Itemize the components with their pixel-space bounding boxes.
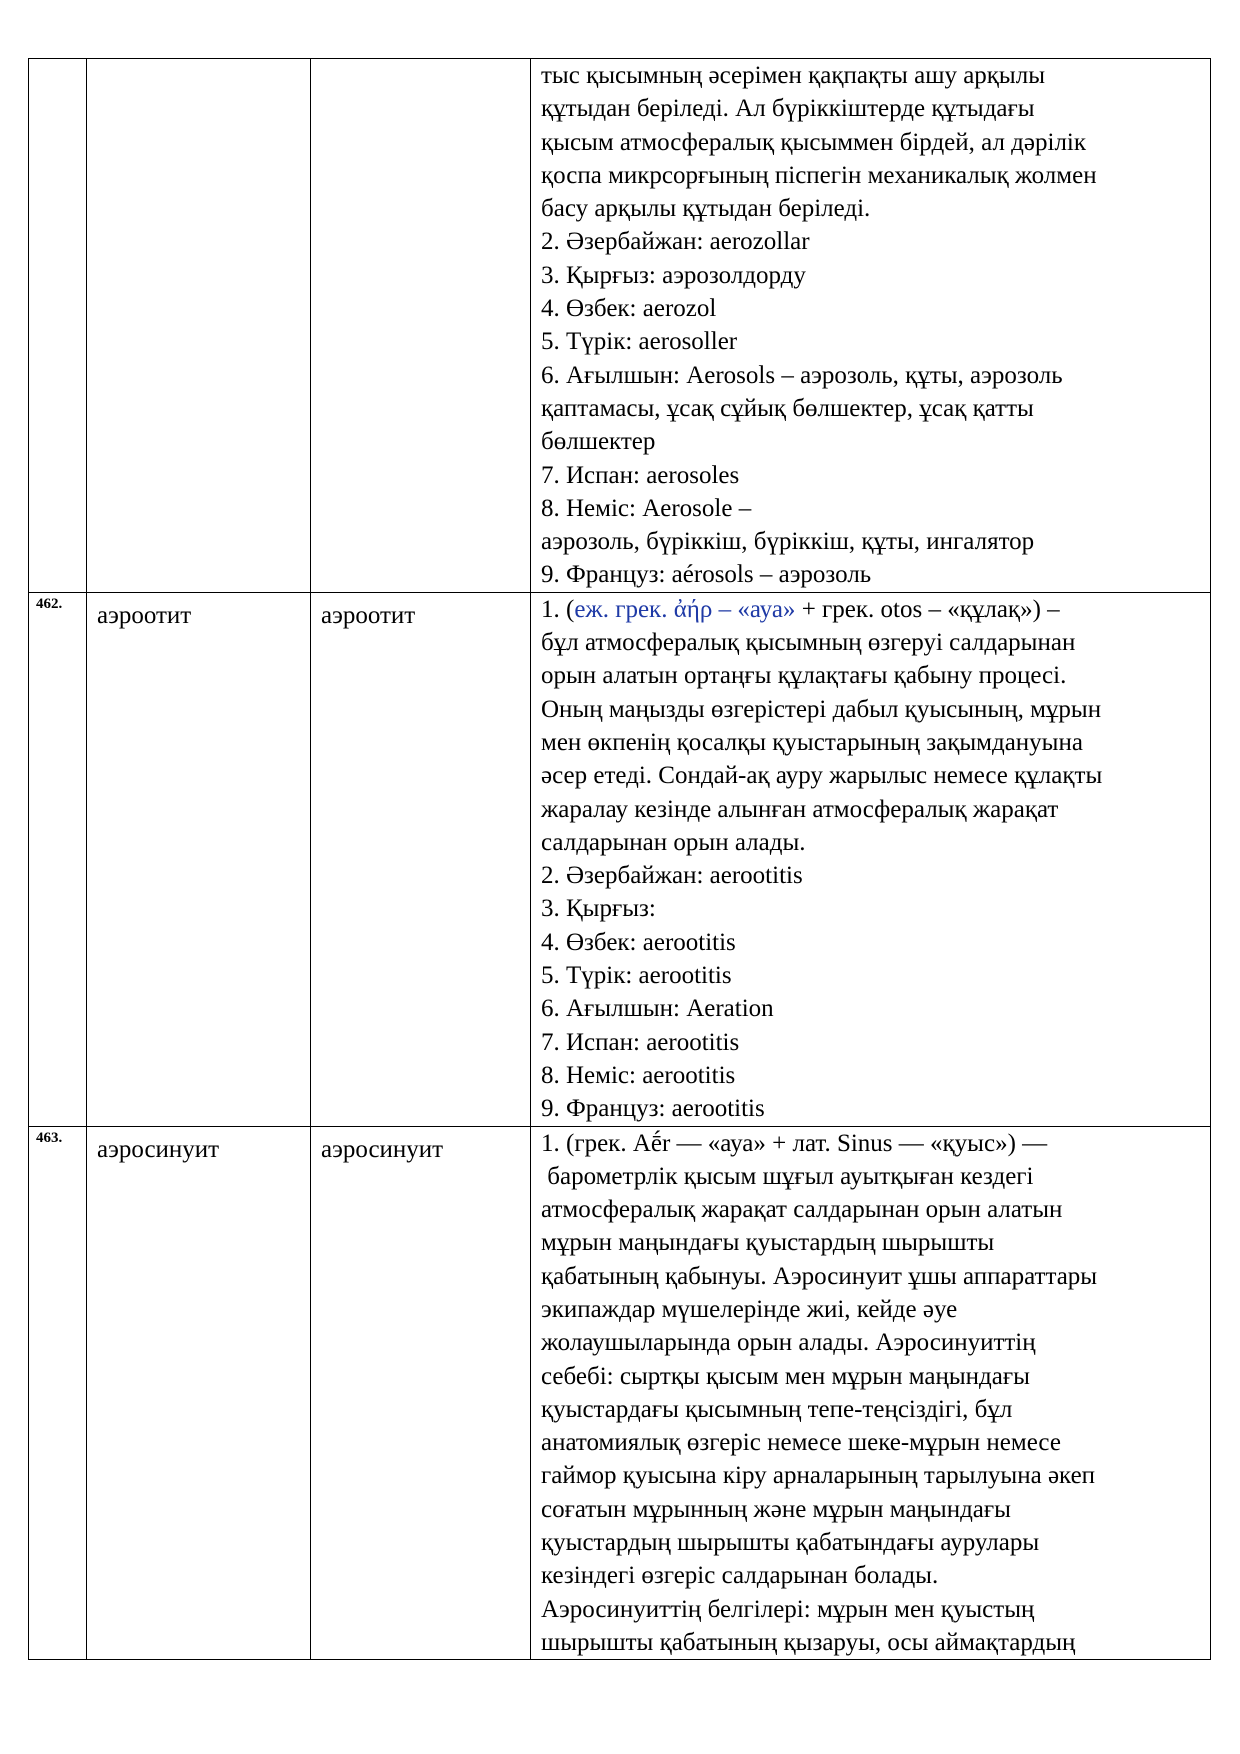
definition-line: 4. Өзбек: aerootitis bbox=[541, 928, 736, 956]
definition-line: 8. Неміс: Aerosole – bbox=[541, 494, 752, 522]
definition-line: 1. (грек. Aḗr — «ауа» + лат. Sinus — «қуыс») — bbox=[541, 1129, 1048, 1157]
definition-line: 5. Түрік: aerosoller bbox=[541, 328, 738, 356]
definition-line: 6. Ағылшын: Aerosols – аэрозоль, құты, аэрозоль bbox=[541, 361, 1063, 389]
definition-line: шырышты қабатының қызаруы, осы аймақтардың bbox=[541, 1628, 1076, 1656]
definition-line: атмосфералық жарақат салдарынан орын алатын bbox=[541, 1196, 1063, 1224]
row-number-cell bbox=[29, 1126, 87, 1660]
definition-line: 7. Испан: aerootitis bbox=[541, 1028, 740, 1056]
definition-line: 8. Неміс: aerootitis bbox=[541, 1061, 736, 1089]
definition-line: қуыстардағы қысымның тепе-теңсіздігі, бұл bbox=[541, 1395, 1013, 1423]
definition-line: құтыдан беріледі. Ал бүріккіштерде құтыдағы bbox=[541, 95, 1035, 123]
definition-line: соғатын мұрынның және мұрын маңындағы bbox=[541, 1495, 1011, 1523]
table-row bbox=[29, 59, 1211, 593]
greek-etymology: еж. грек. ἀήρ – «ауа» bbox=[574, 595, 796, 623]
definition-line: 4. Өзбек: aerozol bbox=[541, 295, 717, 323]
definition-line: Оның маңызды өзгерістері дабыл қуысының, мұрын bbox=[541, 695, 1102, 723]
definition-text bbox=[531, 59, 1210, 592]
definition-cell bbox=[531, 1126, 1211, 1660]
table-row bbox=[29, 592, 1211, 1126]
definition-line: гаймор қуысына кіру арналарының тарылуына әкеп bbox=[541, 1462, 1096, 1490]
definition-line: Аэросинуиттің белгілері: мұрын мен қуыстың bbox=[541, 1595, 1035, 1623]
row-number: 463. bbox=[36, 1129, 63, 1146]
term-kazakh: аэросинуит bbox=[97, 1135, 220, 1163]
definition-line: мен өкпенің қосалқы қуыстарының зақымдануына bbox=[541, 728, 1083, 756]
definition-line: аэрозоль, бүріккіш, бүріккіш, құты, ингалятор bbox=[541, 528, 1035, 556]
definition-line: тыс қысымның әсерімен қақпақты ашу арқылы bbox=[541, 62, 1046, 89]
definition-line: салдарынан орын алады. bbox=[541, 828, 806, 856]
definition-line: 6. Ағылшын: Aeration bbox=[541, 995, 774, 1023]
definition-line: 7. Испан: aerosoles bbox=[541, 461, 740, 489]
term-kazakh-cell bbox=[87, 1126, 311, 1660]
definition-line: жолаушыларында орын алады. Аэросинуиттің bbox=[541, 1329, 1036, 1357]
term-russian-cell bbox=[311, 59, 531, 593]
definition-line: жаралау кезінде алынған атмосфералық жарақат bbox=[541, 795, 1059, 823]
term-russian: аэроотит bbox=[321, 601, 416, 629]
definition-line: бөлшектер bbox=[541, 428, 656, 456]
term-kazakh-cell bbox=[87, 59, 311, 593]
etymology-line: 1. (еж. грек. ἀήρ – «ауа» + грек. otos – «құлақ») – bbox=[541, 595, 1060, 623]
term-kazakh-cell bbox=[87, 592, 311, 1126]
definition-text bbox=[531, 1127, 1210, 1660]
definition-cell bbox=[531, 59, 1211, 593]
term-russian-cell bbox=[311, 592, 531, 1126]
definition-line: барометрлік қысым шұғыл ауытқыған кездегі bbox=[541, 1162, 1034, 1190]
definition-line: 3. Қырғыз: аэрозолдорду bbox=[541, 261, 806, 289]
definition-line: бұл атмосфералық қысымның өзгеруі салдарынан bbox=[541, 629, 1076, 657]
definition-line: 9. Француз: aérosols – аэрозоль bbox=[541, 561, 872, 589]
row-number-cell bbox=[29, 59, 87, 593]
definition-line: әсер етеді. Сондай-ақ ауру жарылыс немесе құлақты bbox=[541, 762, 1103, 790]
definition-line: 5. Түрік: aerootitis bbox=[541, 962, 732, 990]
table-row bbox=[29, 1126, 1211, 1660]
definition-cell bbox=[531, 592, 1211, 1126]
definition-line: себебі: сыртқы қысым мен мұрын маңындағы bbox=[541, 1362, 1030, 1390]
definition-line: 9. Француз: aerootitis bbox=[541, 1095, 765, 1123]
terminology-table bbox=[28, 58, 1211, 1660]
row-number: 462. bbox=[36, 595, 63, 612]
definition-line: қысым атмосфералық қысыммен бірдей, ал дәрілік bbox=[541, 128, 1087, 156]
definition-line: анатомиялық өзгеріс немесе шеке-мұрын немесе bbox=[541, 1429, 1061, 1457]
row-number-cell bbox=[29, 592, 87, 1126]
definition-line: басу арқылы құтыдан беріледі. bbox=[541, 195, 871, 223]
definition-text bbox=[531, 593, 1210, 1126]
definition-line: 3. Қырғыз: bbox=[541, 895, 656, 923]
definition-line: 2. Әзербайжан: aerozollar bbox=[541, 228, 810, 256]
definition-line: 2. Әзербайжан: aerootitis bbox=[541, 862, 803, 890]
term-russian: аэросинуит bbox=[321, 1135, 444, 1163]
definition-line: экипаждар мүшелерінде жиі, кейде әуе bbox=[541, 1295, 958, 1323]
term-russian-cell bbox=[311, 1126, 531, 1660]
term-kazakh: аэроотит bbox=[97, 601, 192, 629]
definition-line: кезіндегі өзгеріс салдарынан болады. bbox=[541, 1562, 939, 1590]
definition-line: қабатының қабынуы. Аэросинуит ұшы аппараттары bbox=[541, 1262, 1098, 1290]
definition-line: орын алатын ортаңғы құлақтағы қабыну процесі. bbox=[541, 662, 1067, 690]
definition-line: қаптамасы, ұсақ сұйық бөлшектер, ұсақ қатты bbox=[541, 394, 1034, 422]
definition-line: қуыстардың шырышты қабатындағы аурулары bbox=[541, 1529, 1040, 1557]
definition-line: мұрын маңындағы қуыстардың шырышты bbox=[541, 1229, 995, 1257]
definition-line: қоспа микрсорғының піспегін механикалық жолмен bbox=[541, 161, 1097, 189]
